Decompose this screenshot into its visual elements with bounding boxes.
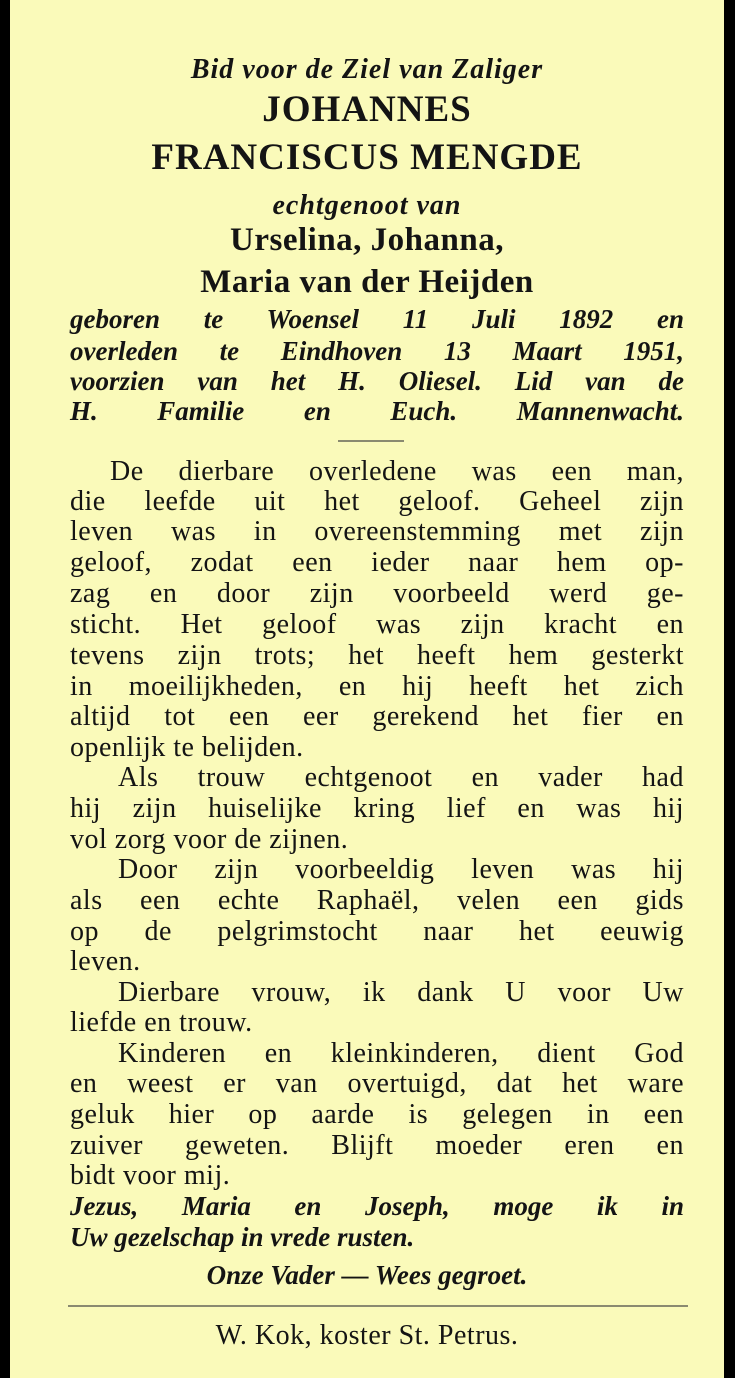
spouse-intro: echtgenoot van <box>272 190 462 221</box>
spouse-name-line2: Maria van der Heijden <box>200 264 534 300</box>
body-line: geloof, zodat een ieder naar hem op- <box>70 547 684 578</box>
spouse-name-line1: Urselina, Johanna, <box>230 222 504 258</box>
body-line: De dierbare overledene was een man, <box>110 456 684 487</box>
memorial-card <box>10 0 724 1378</box>
body-line: openlijk te belijden. <box>70 732 304 763</box>
body-line: bidt voor mij. <box>70 1160 231 1191</box>
body-line: zuiver geweten. Blijft moeder eren en <box>70 1130 684 1161</box>
body-line: Door zijn voorbeeldig leven was hij <box>118 854 684 885</box>
info-line: overleden te Eindhoven 13 Maart 1951, <box>70 336 684 366</box>
body-line: zag en door zijn voorbeeld werd ge- <box>70 578 684 609</box>
info-line: geboren te Woensel 11 Juli 1892 en <box>70 304 684 334</box>
closing-prayers: Onze Vader — Wees gegroet. <box>206 1260 528 1290</box>
body-line: altijd tot een eer gerekend het fier en <box>70 701 684 732</box>
body-line: Dierbare vrouw, ik dank U voor Uw <box>118 977 684 1008</box>
info-line: voorzien van het H. Oliesel. Lid van de <box>70 366 684 396</box>
printer-credit: W. Kok, koster St. Petrus. <box>215 1320 519 1351</box>
body-line: vol zorg voor de zijnen. <box>70 824 349 855</box>
prayer-line: Bid voor de Ziel van Zaliger <box>190 54 544 85</box>
body-line: geluk hier op aarde is gelegen in een <box>70 1099 684 1130</box>
info-line: H. Familie en Euch. Mannenwacht. <box>70 396 684 426</box>
body-line: leven. <box>70 946 141 977</box>
body-line: en weest er van overtuigd, dat het ware <box>70 1068 684 1099</box>
closing-line: Uw gezelschap in vrede rusten. <box>70 1222 415 1252</box>
bottom-divider <box>68 1305 688 1307</box>
body-line: die leefde uit het geloof. Geheel zijn <box>70 486 684 517</box>
body-line: hij zijn huiselijke kring lief en was hij <box>70 793 684 824</box>
body-line: Als trouw echtgenoot en vader had <box>118 762 684 793</box>
body-line: sticht. Het geloof was zijn kracht en <box>70 609 684 640</box>
body-line: in moeilijkheden, en hij heeft het zich <box>70 671 684 702</box>
body-line: tevens zijn trots; het heeft hem gesterkt <box>70 640 684 671</box>
closing-line: Jezus, Maria en Joseph, moge ik in <box>70 1191 684 1221</box>
deceased-last-name: FRANCISCUS MENGDE <box>151 137 583 178</box>
deceased-first-names: JOHANNES <box>262 89 472 130</box>
body-line: leven was in overeenstemming met zijn <box>70 516 684 547</box>
body-line: liefde en trouw. <box>70 1007 253 1038</box>
short-divider <box>338 440 404 442</box>
body-line: Kinderen en kleinkinderen, dient God <box>118 1038 684 1069</box>
body-line: op de pelgrimstocht naar het eeuwig <box>70 916 684 947</box>
body-line: als een echte Raphaël, velen een gids <box>70 885 684 916</box>
